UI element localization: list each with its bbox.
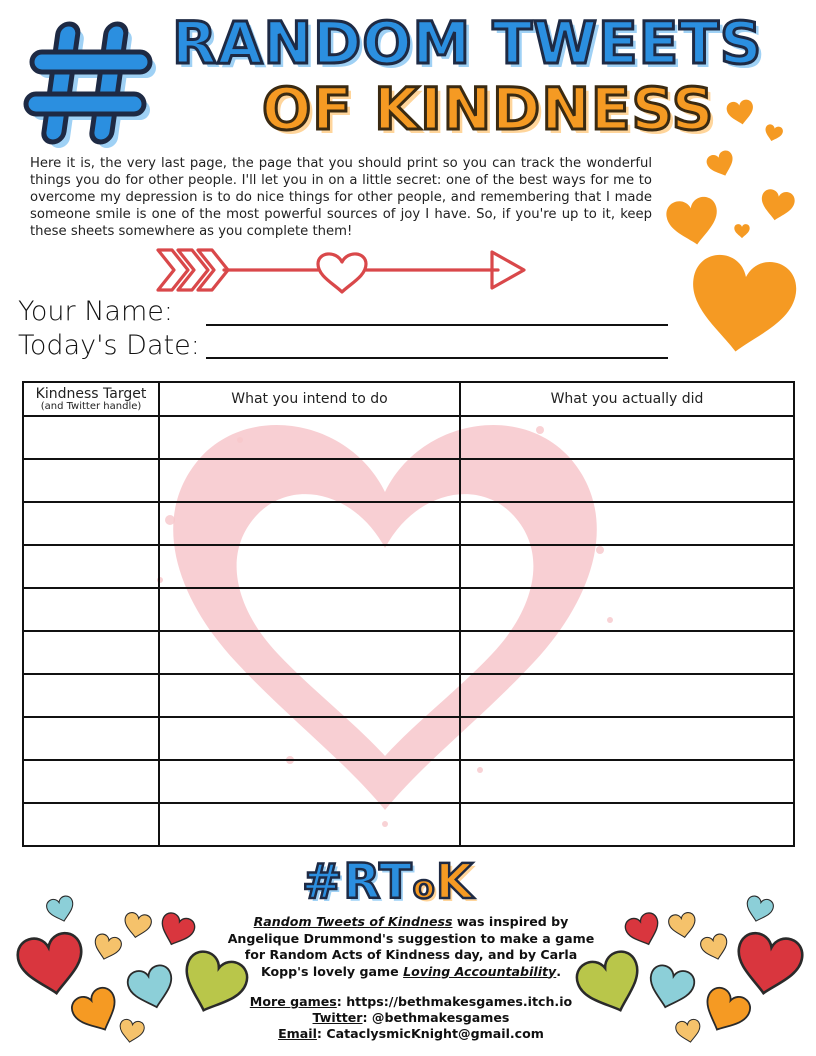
- did-cell[interactable]: [460, 588, 794, 631]
- column-header-intend: [159, 382, 460, 416]
- intend-cell[interactable]: [159, 674, 460, 717]
- heart-icon: [623, 911, 664, 950]
- did-cell[interactable]: [460, 717, 794, 760]
- heart-icon: [705, 149, 738, 181]
- twitter-line: [225, 1010, 597, 1026]
- date-input-line[interactable]: [206, 357, 668, 359]
- contact-links: [225, 994, 597, 1042]
- footer-hearts-right: [568, 888, 808, 1048]
- table-row: [23, 416, 794, 459]
- column-header-label: Kindness Target: [35, 385, 147, 402]
- table-header-row: [23, 382, 794, 416]
- table-row: [23, 588, 794, 631]
- intend-cell[interactable]: [159, 502, 460, 545]
- target-cell[interactable]: [23, 717, 159, 760]
- intend-cell[interactable]: [159, 416, 460, 459]
- heart-icon: [118, 1018, 146, 1044]
- footer-hearts-left: [10, 888, 250, 1048]
- heart-icon: [732, 931, 805, 999]
- heart-icon: [697, 984, 754, 1039]
- credit-end: .: [556, 963, 562, 979]
- more-games-link[interactable]: : https://bethmakesgames.itch.io: [336, 994, 573, 1009]
- orange-hearts-decoration: [660, 95, 810, 355]
- column-header-label: What you actually did: [550, 391, 704, 407]
- column-header-did: [460, 382, 794, 416]
- intend-cell[interactable]: [159, 588, 460, 631]
- twitter-link[interactable]: : @bethmakesgames: [362, 1010, 510, 1025]
- intend-cell[interactable]: [159, 803, 460, 846]
- credit-game-link[interactable]: Loving Accountability: [403, 963, 557, 979]
- heart-icon: [125, 963, 178, 1013]
- rtok-hashtag: [302, 854, 474, 910]
- heart-icon: [668, 912, 698, 940]
- email-line: [225, 1026, 597, 1042]
- heart-icon: [15, 931, 88, 999]
- column-header-label: What you intend to do: [231, 391, 388, 407]
- intend-cell[interactable]: [159, 459, 460, 502]
- target-cell[interactable]: [23, 459, 159, 502]
- heart-arrow-decoration: [150, 242, 535, 300]
- did-cell[interactable]: [460, 803, 794, 846]
- table-row: [23, 631, 794, 674]
- target-cell[interactable]: [23, 588, 159, 631]
- kindness-tracking-table: [22, 381, 795, 847]
- table-body: [23, 416, 794, 846]
- heart-icon: [664, 195, 722, 249]
- heart-icon: [91, 933, 123, 963]
- did-cell[interactable]: [460, 760, 794, 803]
- more-games-label: More games: [249, 994, 337, 1009]
- table-row: [23, 502, 794, 545]
- title-line-1: RANDOM TWEETS: [172, 9, 763, 77]
- did-cell[interactable]: [460, 459, 794, 502]
- target-cell[interactable]: [23, 760, 159, 803]
- table-row: [23, 545, 794, 588]
- intend-cell[interactable]: [159, 545, 460, 588]
- rtok-k: K: [435, 854, 474, 910]
- did-cell[interactable]: [460, 545, 794, 588]
- hashtag-icon: [18, 12, 163, 152]
- table-row: [23, 674, 794, 717]
- heart-icon: [726, 99, 756, 127]
- rtok-rt: RT: [343, 854, 413, 910]
- email-link[interactable]: : CataclysmicKnight@gmail.com: [316, 1026, 544, 1041]
- title-line-2: OF KINDNESS: [262, 75, 715, 143]
- intro-paragraph: Here it is, the very last page, the page that you should print so you can track the wonderful things you do for other people. I'll let you in on a little secret: one of the best ways for me to overcome my depression is to do nice things for other people, and remembering that I made someone smile is one of the most powerful sources of joy I have. So, if you're up to it, keep these sheets somewhere as you complete them!: [30, 156, 652, 239]
- column-header-target: [23, 382, 159, 416]
- target-cell[interactable]: [23, 803, 159, 846]
- heart-icon: [743, 895, 775, 925]
- name-label: Your Name:: [18, 296, 173, 327]
- credit-title: Random Tweets of Kindness: [253, 914, 453, 929]
- heart-icon: [156, 911, 197, 950]
- target-cell[interactable]: [23, 416, 159, 459]
- more-games-line: [225, 994, 597, 1010]
- table-row: [23, 717, 794, 760]
- credit-text: was inspired by Angelique Drummond's suggestion to make a game for Random Acts of Kindness day, and by Carla Kopp's lovely game: [227, 914, 595, 979]
- table-row: [23, 803, 794, 846]
- email-label: Email: [278, 1026, 317, 1041]
- credits-paragraph: [225, 914, 597, 980]
- heart-icon: [68, 984, 125, 1039]
- heart-icon: [699, 933, 731, 963]
- twitter-label: Twitter: [312, 1010, 363, 1025]
- rtok-hash: #: [302, 854, 344, 910]
- column-header-sublabel: (and Twitter handle): [40, 400, 142, 412]
- heart-icon: [684, 252, 799, 355]
- name-input-line[interactable]: [206, 324, 668, 326]
- intend-cell[interactable]: [159, 760, 460, 803]
- did-cell[interactable]: [460, 674, 794, 717]
- rtok-o: o: [412, 868, 436, 906]
- did-cell[interactable]: [460, 631, 794, 674]
- target-cell[interactable]: [23, 631, 159, 674]
- heart-icon: [122, 912, 152, 940]
- table-row: [23, 459, 794, 502]
- heart-icon: [763, 123, 784, 143]
- heart-icon: [675, 1018, 703, 1044]
- intend-cell[interactable]: [159, 631, 460, 674]
- heart-icon: [758, 188, 796, 223]
- table-row: [23, 760, 794, 803]
- target-cell[interactable]: [23, 502, 159, 545]
- target-cell[interactable]: [23, 674, 159, 717]
- target-cell[interactable]: [23, 545, 159, 588]
- heart-icon: [45, 895, 77, 925]
- heart-icon: [644, 963, 697, 1013]
- did-cell[interactable]: [460, 416, 794, 459]
- date-label: Today's Date:: [18, 330, 200, 361]
- did-cell[interactable]: [460, 502, 794, 545]
- intend-cell[interactable]: [159, 717, 460, 760]
- heart-icon: [734, 224, 749, 238]
